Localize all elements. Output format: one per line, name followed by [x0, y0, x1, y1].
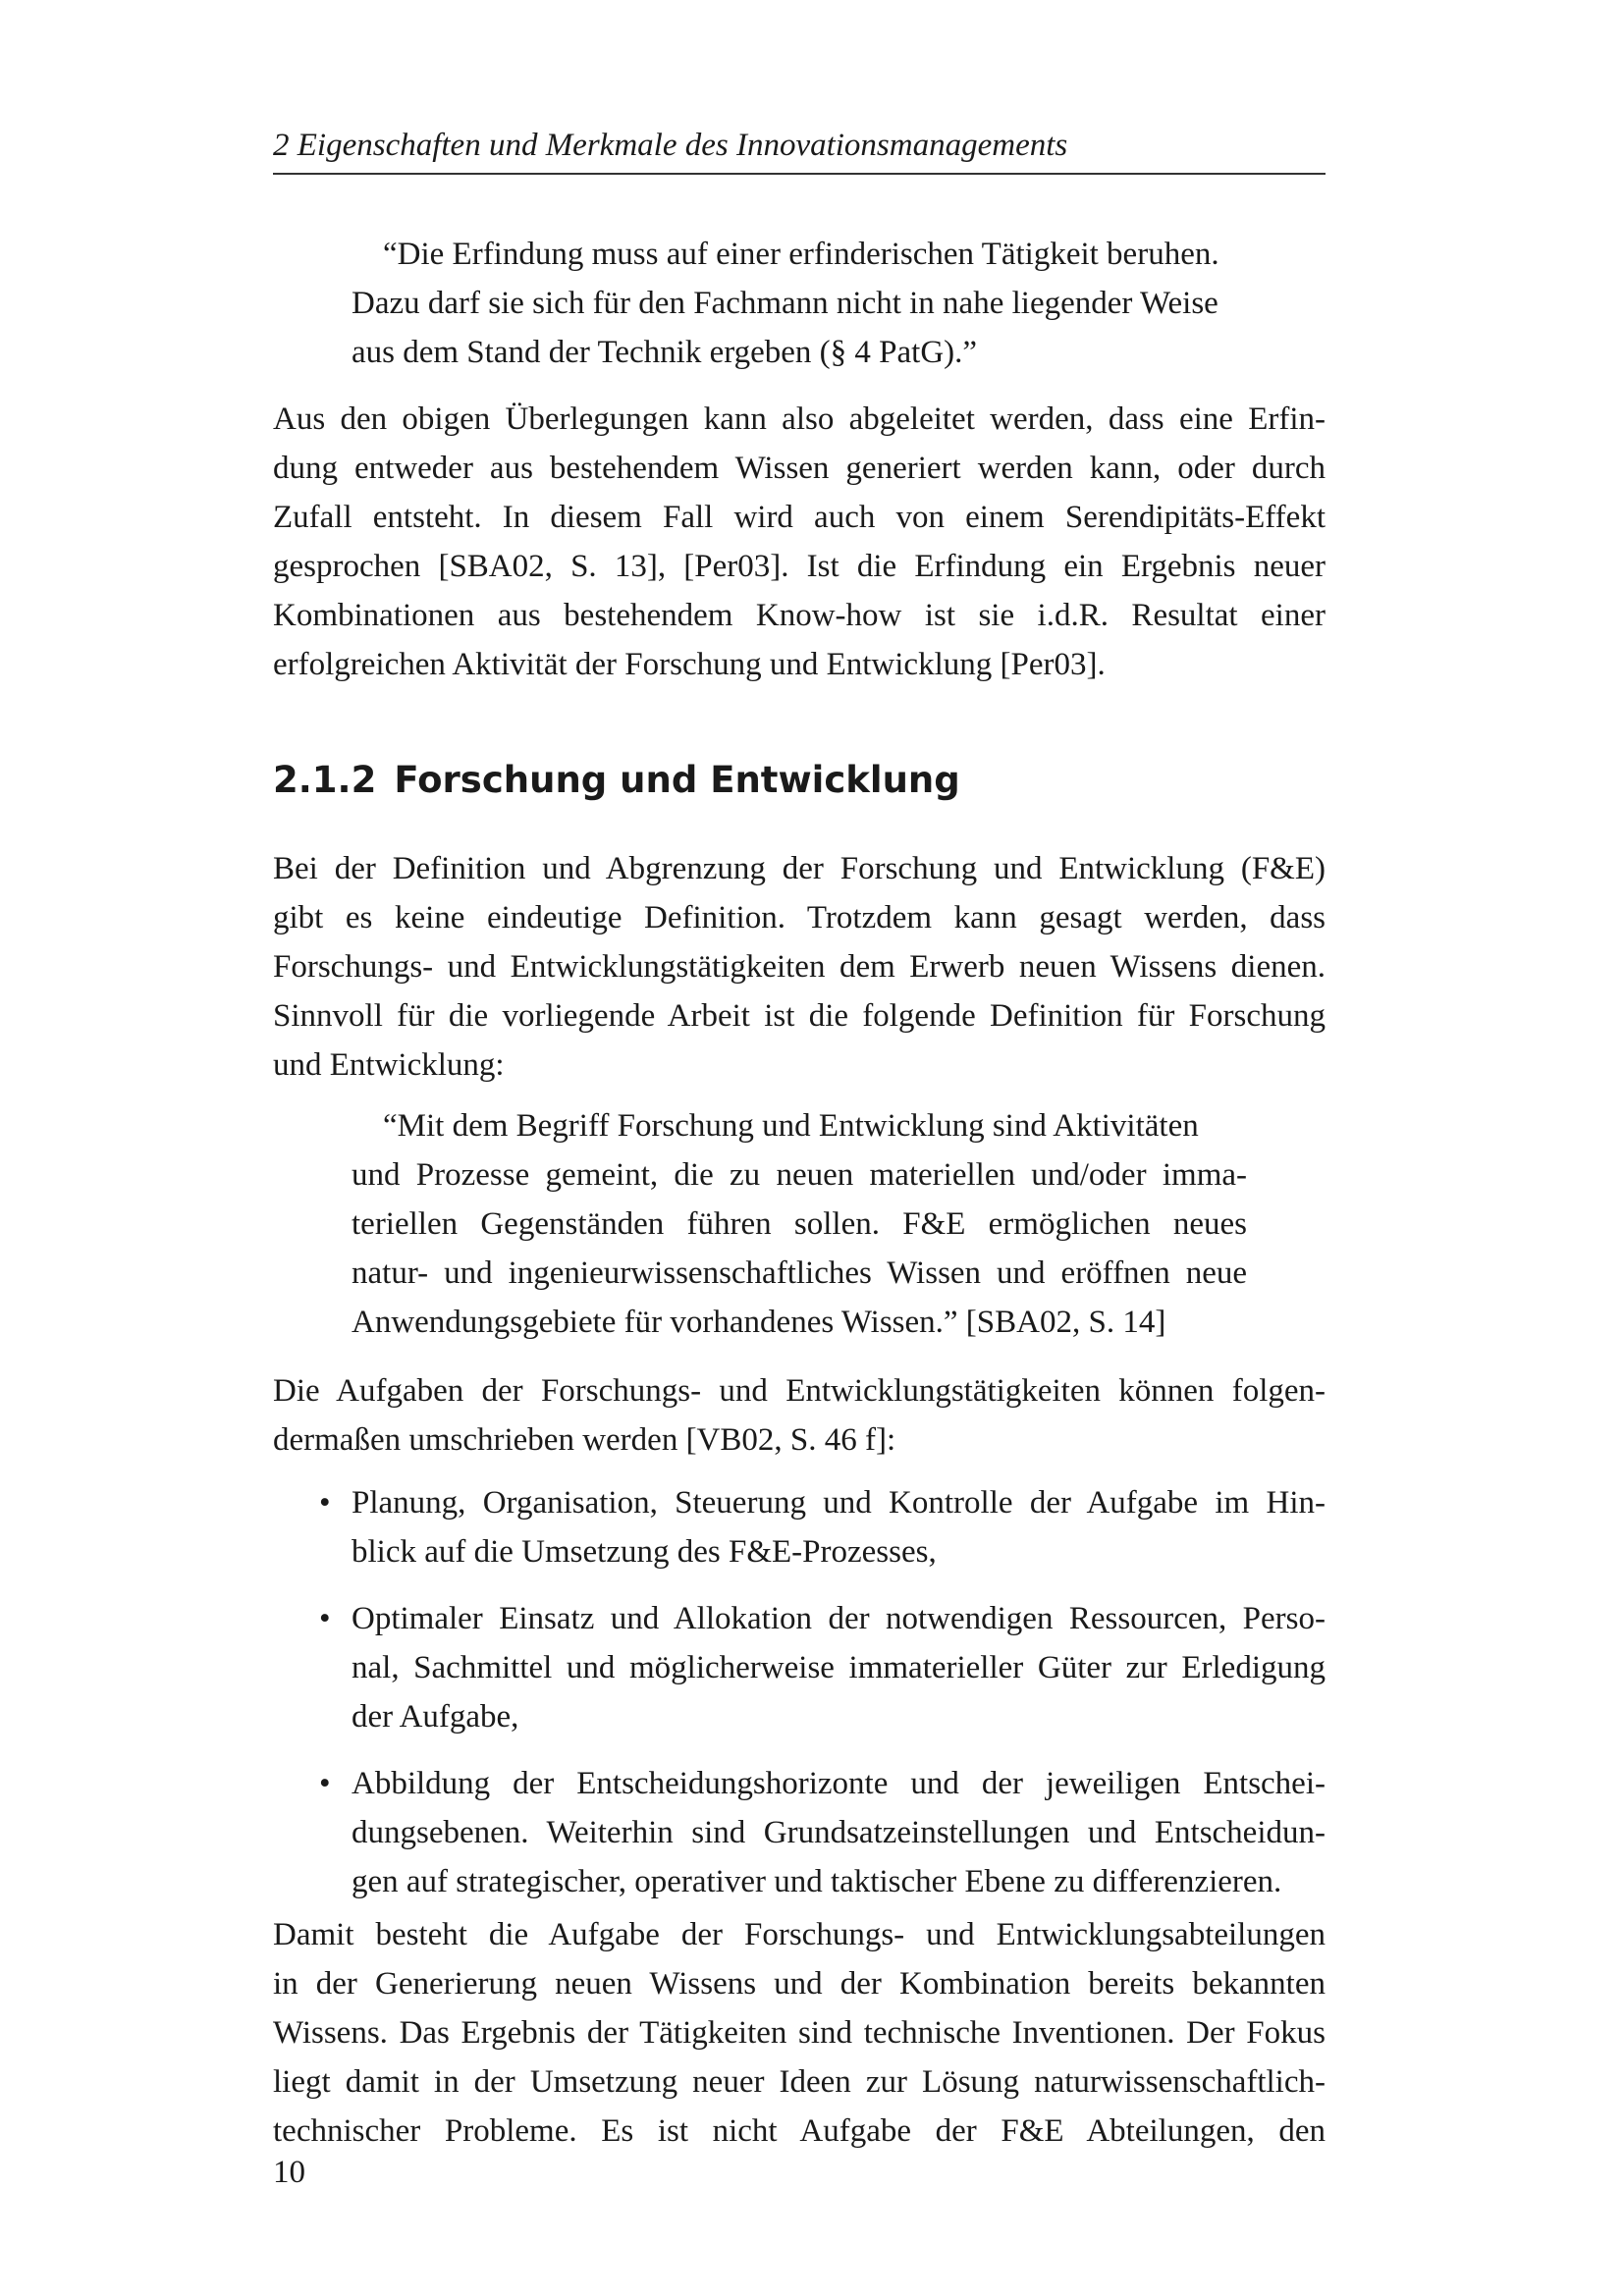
- paragraph-line: Damit besteht die Aufgabe der Forschungs- und Entwicklungsabteilungen: [273, 1917, 1326, 1952]
- block-quote: [352, 1101, 1247, 1347]
- list-item-line: Planung, Organisation, Steuerung und Kontrolle der Aufgabe im Hin-: [352, 1485, 1326, 1521]
- paragraph-line: Bei der Definition und Abgrenzung der Forschung und Entwicklung (F&E): [273, 851, 1326, 886]
- list-item-line: der Aufgabe,: [352, 1699, 519, 1735]
- section-title: Forschung und Entwicklung: [394, 759, 960, 801]
- list-item-line: gen auf strategischer, operativer und taktischer Ebene zu differenzieren.: [352, 1864, 1282, 1899]
- paragraph-line: Die Aufgaben der Forschungs- und Entwicklungstätigkeiten können folgen-: [273, 1373, 1326, 1409]
- paragraph: [273, 1910, 1326, 2156]
- paragraph-line: und Entwicklung:: [273, 1047, 505, 1083]
- list-item-line: blick auf die Umsetzung des F&E-Prozesses,: [352, 1534, 937, 1570]
- paragraph-line: dermaßen umschrieben werden [VB02, S. 46 f]:: [273, 1422, 896, 1458]
- quote-line: Dazu darf sie sich für den Fachmann nicht in nahe liegender Weise: [352, 286, 1218, 321]
- paragraph-line: Kombinationen aus bestehendem Know-how ist sie i.d.R. Resultat einer: [273, 598, 1326, 633]
- list-item: [352, 1478, 1326, 1576]
- paragraph-line: technischer Probleme. Es ist nicht Aufgabe der F&E Abteilungen, den: [273, 2113, 1326, 2149]
- paragraph: [273, 1366, 1326, 1465]
- quote-line: natur- und ingenieurwissenschaftliches Wissen und eröffnen neue: [352, 1255, 1247, 1291]
- quote-line: Anwendungsgebiete für vorhandenes Wissen.” [SBA02, S. 14]: [352, 1305, 1166, 1340]
- paragraph-line: Wissens. Das Ergebnis der Tätigkeiten sind technische Inventionen. Der Fokus: [273, 2015, 1326, 2051]
- paragraph-line: gibt es keine eindeutige Definition. Trotzdem kann gesagt werden, dass: [273, 900, 1326, 935]
- header-rule: [273, 173, 1326, 175]
- paragraph-line: erfolgreichen Aktivität der Forschung und Entwicklung [Per03].: [273, 647, 1106, 682]
- paragraph-line: Forschungs- und Entwicklungstätigkeiten dem Erwerb neuen Wissens dienen.: [273, 949, 1326, 985]
- bullet-marker: •: [319, 1485, 331, 1521]
- running-header: 2 Eigenschaften und Merkmale des Innovationsmanagements: [273, 128, 1068, 163]
- list-item-line: dungsebenen. Weiterhin sind Grundsatzeinstellungen und Entscheidun-: [352, 1815, 1326, 1850]
- list-item: [352, 1594, 1326, 1741]
- block-quote: [352, 230, 1247, 377]
- bullet-marker: •: [319, 1766, 331, 1801]
- quote-line: aus dem Stand der Technik ergeben (§ 4 PatG).”: [352, 335, 978, 370]
- section-number: 2.1.2: [273, 759, 377, 801]
- paragraph-line: in der Generierung neuen Wissens und der Kombination bereits bekannten: [273, 1966, 1326, 2002]
- paragraph-line: Zufall entsteht. In diesem Fall wird auch von einem Serendipitäts-Effekt: [273, 500, 1326, 535]
- page-number: 10: [273, 2155, 305, 2190]
- paragraph-line: dung entweder aus bestehendem Wissen generiert werden kann, oder durch: [273, 451, 1326, 486]
- list-item: [352, 1759, 1326, 1906]
- paragraph-line: Sinnvoll für die vorliegende Arbeit ist die folgende Definition für Forschung: [273, 998, 1326, 1034]
- quote-line: und Prozesse gemeint, die zu neuen materiellen und/oder imma-: [352, 1157, 1247, 1193]
- paragraph: [273, 844, 1326, 1090]
- quote-line: “Mit dem Begriff Forschung und Entwicklung sind Aktivitäten: [383, 1108, 1199, 1144]
- list-item-line: Optimaler Einsatz und Allokation der notwendigen Ressourcen, Perso-: [352, 1601, 1326, 1636]
- list-item-line: Abbildung der Entscheidungshorizonte und der jeweiligen Entschei-: [352, 1766, 1326, 1801]
- bullet-marker: •: [319, 1601, 331, 1636]
- paragraph-line: liegt damit in der Umsetzung neuer Ideen zur Lösung naturwissenschaftlich-: [273, 2064, 1326, 2100]
- quote-line: “Die Erfindung muss auf einer erfinderischen Tätigkeit beruhen.: [383, 237, 1219, 272]
- quote-line: teriellen Gegenständen führen sollen. F&E ermöglichen neues: [352, 1206, 1247, 1242]
- paragraph: [273, 395, 1326, 689]
- section-heading: [273, 756, 960, 805]
- paragraph-line: gesprochen [SBA02, S. 13], [Per03]. Ist die Erfindung ein Ergebnis neuer: [273, 549, 1326, 584]
- list-item-line: nal, Sachmittel und möglicherweise immaterieller Güter zur Erledigung: [352, 1650, 1326, 1685]
- paragraph-line: Aus den obigen Überlegungen kann also abgeleitet werden, dass eine Erfin-: [273, 401, 1326, 437]
